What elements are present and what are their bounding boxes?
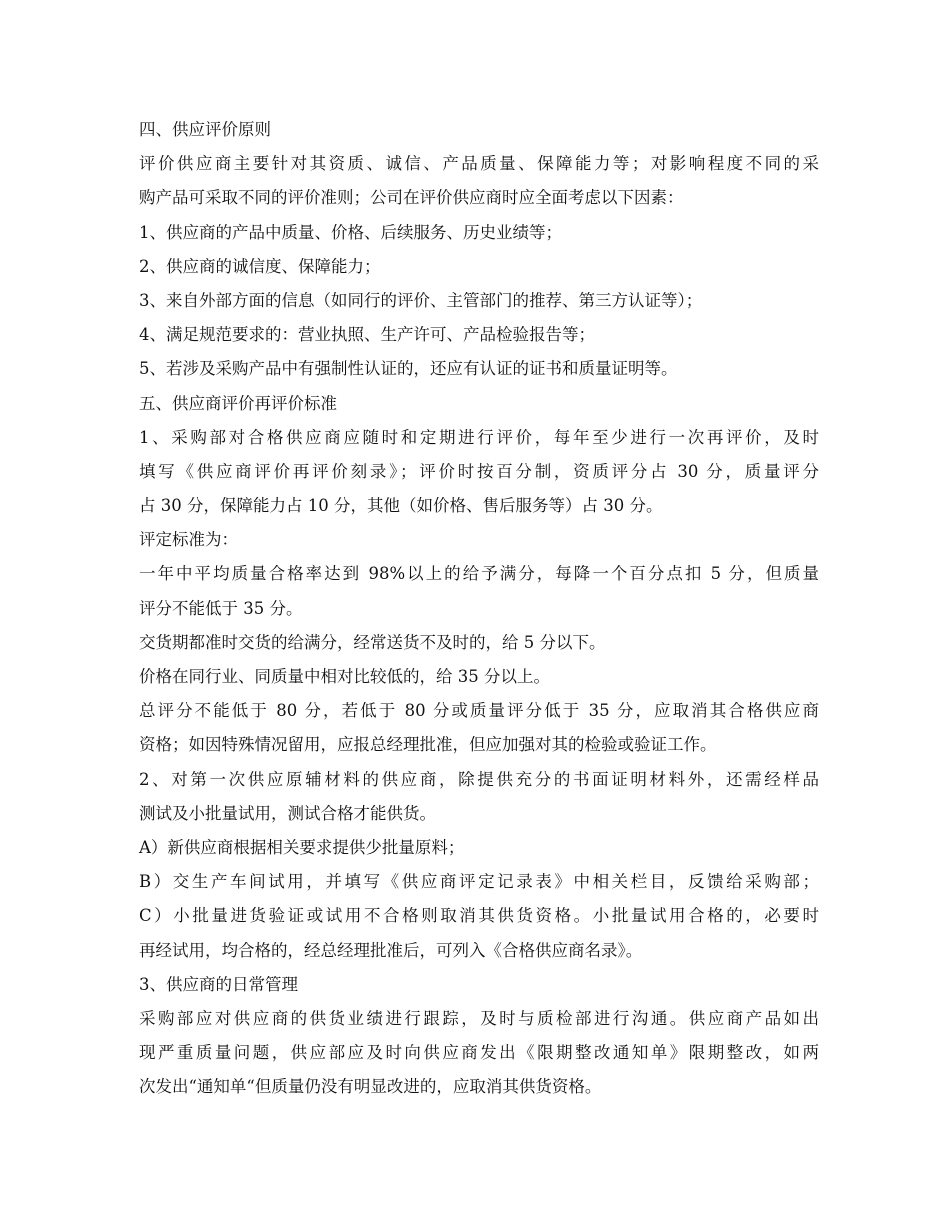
paragraph-line: 占 30 分，保障能力占 10 分，其他（如价格、售后服务等）占 30 分。: [139, 496, 663, 516]
list-item: 3、来自外部方面的信息（如同行的评价、主管部门的推荐、第三方认证等）；: [139, 290, 703, 310]
document-body: [139, 113, 819, 1104]
list-item: A）新供应商根据相关要求提供少批量原料；: [139, 837, 465, 857]
list-item: 5、若涉及采购产品中有强制性认证的，还应有认证的证书和质量证明等。: [139, 359, 678, 379]
paragraph-line: 次发出“通知单“但质量仍没有明显改进的，应取消其供货资格。: [139, 1077, 602, 1097]
paragraph-line: 资格；如因特殊情况留用，应报总经理批准，但应加强对其的检验或验证工作。: [139, 735, 717, 755]
heading-supplier-evaluation-principles: 四、供应评价原则: [139, 120, 271, 139]
paragraph-line: 一年中平均质量合格率达到 98%以上的给予满分，每降一个百分点扣 5 分，但质量: [139, 564, 819, 584]
paragraph-line: 再经试用，均合格的，经总经理批准后，可列入《合格供应商名录》。: [139, 940, 643, 960]
paragraph-line: 购产品可采取不同的评价准则；公司在评价供应商时应全面考虑以下因素：: [139, 188, 684, 208]
heading-re-evaluation-standards: 五、供应商评价再评价标准: [139, 393, 337, 413]
paragraph-line: 评分不能低于 35 分。: [139, 598, 303, 618]
heading-daily-management: 3、供应商的日常管理: [139, 974, 298, 994]
list-item: 4、满足规范要求的：营业执照、生产许可、产品检验报告等；: [139, 325, 595, 345]
paragraph-line: 1、采购部对合格供应商应随时和定期进行评价，每年至少进行一次再评价，及时: [139, 427, 819, 447]
paragraph-line: 评价供应商主要针对其资质、诚信、产品质量、保障能力等；对影响程度不同的采: [139, 154, 819, 174]
list-item: 2、供应商的诚信度、保障能力；: [139, 256, 381, 276]
paragraph-line: 测试及小批量试用，测试合格才能供货。: [139, 803, 436, 823]
paragraph-line: 填写《供应商评价再评价刻录》；评价时按百分制，资质评分占 30 分，质量评分: [139, 461, 819, 481]
paragraph-line: 2、对第一次供应原辅材料的供应商，除提供充分的书面证明材料外，还需经样品: [139, 769, 819, 789]
paragraph-line: 总评分不能低于 80 分，若低于 80 分或质量评分低于 35 分，应取消其合格供应商: [139, 701, 819, 721]
list-item: 1、供应商的产品中质量、价格、后续服务、历史业绩等；: [139, 222, 562, 242]
paragraph-line: 现严重质量问题，供应部应及时向供应商发出《限期整改通知单》限期整改，如两: [139, 1043, 819, 1063]
list-item: B）交生产车间试用，并填写《供应商评定记录表》中相关栏目，反馈给采购部；: [139, 872, 819, 892]
paragraph-line: 交货期都准时交货的给满分，经常送货不及时的，给 5 分以下。: [139, 632, 606, 652]
paragraph-line: 评定标准为：: [139, 530, 238, 550]
list-item: C）小批量进货验证或试用不合格则取消其供货资格。小批量试用合格的，必要时: [139, 906, 819, 926]
paragraph-line: 采购部应对供应商的供货业绩进行跟踪，及时与质检部进行沟通。供应商产品如出: [139, 1008, 819, 1028]
paragraph-line: 价格在同行业、同质量中相对比较低的，给 35 分以上。: [139, 667, 550, 686]
